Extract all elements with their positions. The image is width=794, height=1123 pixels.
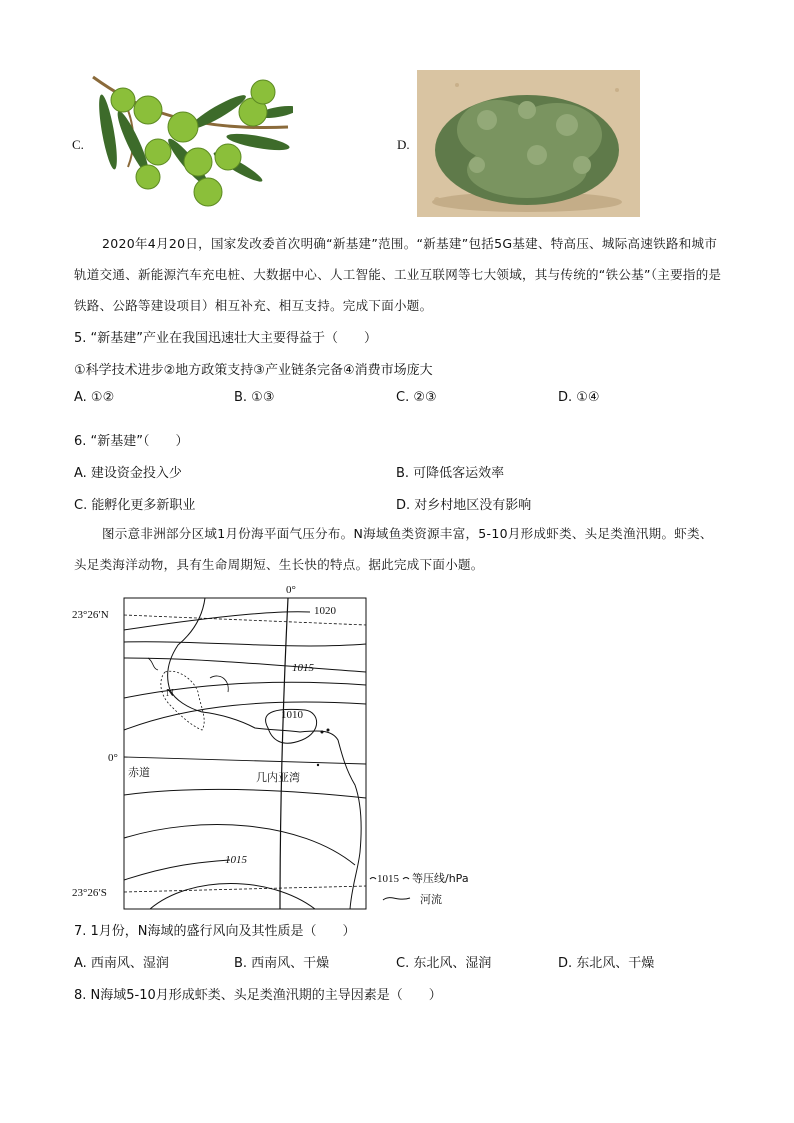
question-5-option-d[interactable]: D. ①④ — [558, 390, 600, 405]
question-5-option-b[interactable]: B. ①③ — [234, 390, 275, 405]
isobar-1010-label: 1010 — [281, 709, 303, 721]
prime-meridian-line — [280, 598, 288, 909]
pressure-map — [70, 580, 490, 910]
lat-s-label: 23°26′S — [72, 887, 107, 899]
isobar-1020-label: 1020 — [314, 605, 336, 617]
tropic-of-capricorn-line — [124, 886, 366, 892]
equator-label: 赤道 — [128, 766, 150, 779]
question-7-option-d[interactable]: D. 东北风、干燥 — [558, 956, 655, 971]
question-8-stem: 8. N海域5-10月形成虾类、头足类渔汛期的主导因素是（ ） — [74, 988, 442, 1003]
lon-0-label: 0° — [286, 584, 296, 596]
question-7-stem: 7. 1月份，N海域的盛行风向及其性质是（ ） — [74, 924, 356, 939]
passage-africa-pressure: 图示意非洲部分区域1月份海平面气压分布。N海域鱼类资源丰富，5-10月形成虾类、头足类渔汛期。虾类、头足类海洋动物，具有生命周期短、生长快的特点。据此完成下面小题。 — [74, 526, 713, 572]
legend-river-text: 河流 — [420, 893, 442, 906]
gulf-label: 几内亚湾 — [256, 771, 300, 784]
question-5-option-c[interactable]: C. ②③ — [396, 390, 437, 405]
question-5-stem: 5. “新基建”产业在我国迅速壮大主要得益于（ ） — [74, 331, 378, 346]
isobar-1015-b-label: 1015 — [225, 854, 247, 866]
legend-river-symbol — [383, 898, 410, 900]
question-5-items: ①科学技术进步②地方政策支持③产业链条完备④消费市场庞大 — [74, 363, 433, 378]
n-area-label: N — [166, 687, 174, 699]
equator-line — [124, 757, 366, 764]
olive-branch-icon — [88, 72, 293, 218]
question-6-stem: 6. “新基建”（ ） — [74, 434, 189, 449]
question-7-option-c[interactable]: C. 东北风、湿润 — [396, 956, 492, 971]
question-6-option-c[interactable]: C. 能孵化更多新职业 — [74, 498, 196, 513]
desert-shrub-icon — [417, 70, 640, 217]
passage-new-infrastructure: 2020年4月20日，国家发改委首次明确“新基建”范围。“新基建”包括5G基建、特高压、城际高速铁路和城市轨道交通、新能源汽车充电桩、大数据中心、人工智能、工业互联网等七大领域，其与传统的“铁公基”（主要指的是铁路、公路等建设项目）相互补充、相互支持。完成下面小题。 — [74, 236, 722, 313]
question-6-option-b[interactable]: B. 可降低客运效率 — [396, 466, 505, 481]
legend-isobar-text: 等压线/hPa — [412, 872, 469, 885]
question-7-option-b[interactable]: B. 西南风、干燥 — [234, 956, 330, 971]
question-5-option-a[interactable]: A. ①② — [74, 390, 115, 405]
isobar-1015-a-label: 1015 — [292, 662, 314, 674]
option-d-label: D. — [397, 137, 410, 152]
lat-n-label: 23°26′N — [72, 609, 109, 621]
option-c-label: C. — [72, 137, 84, 152]
question-6-option-d[interactable]: D. 对乡村地区没有影响 — [396, 498, 532, 513]
question-7-option-a[interactable]: A. 西南风、湿润 — [74, 956, 169, 971]
legend-isobar-value: 1015 — [377, 873, 399, 885]
question-6-option-a[interactable]: A. 建设资金投入少 — [74, 466, 182, 481]
lat-0-label: 0° — [108, 752, 118, 764]
